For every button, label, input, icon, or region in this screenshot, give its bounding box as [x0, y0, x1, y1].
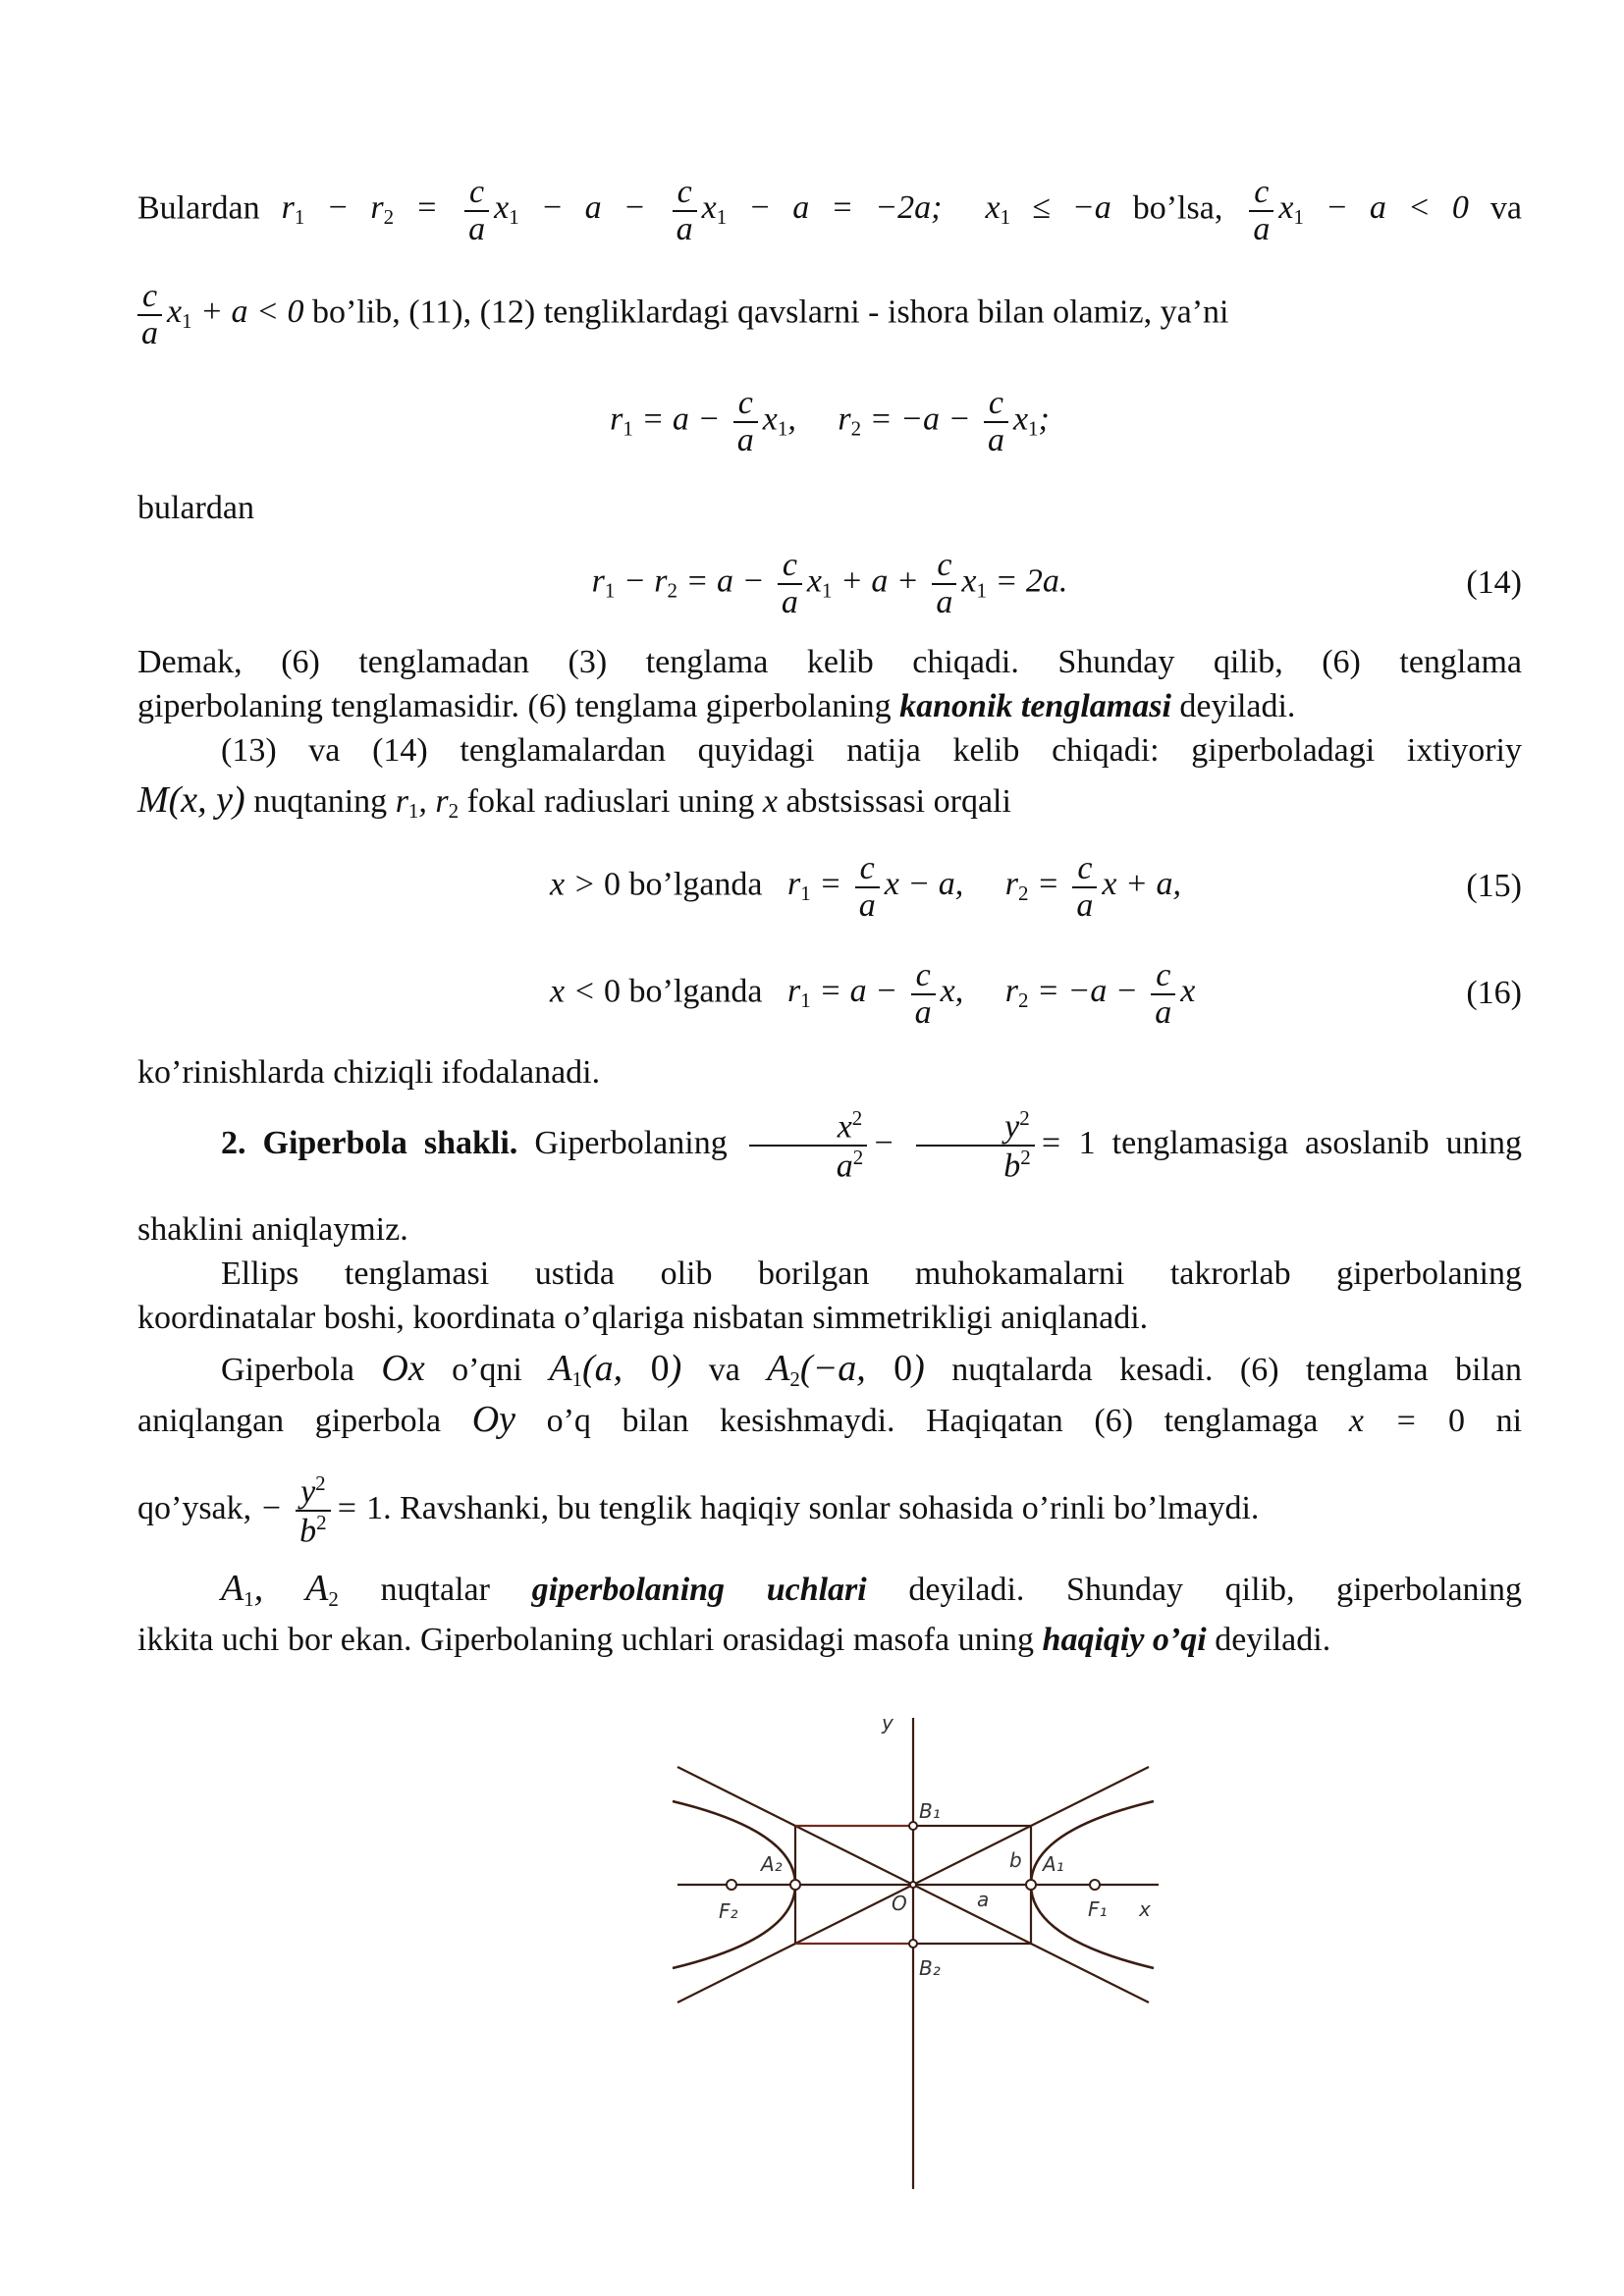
text-ni: ni: [1495, 1403, 1523, 1439]
paragraph-1-line-1: Demak, (6) tenglamadan (3) tenglama kelib chiqadi. Shunday qilib, (6) tenglama: [137, 644, 1522, 680]
focus-f1-point: [1090, 1880, 1100, 1890]
text-bulardan: Bulardan: [137, 189, 260, 227]
text-bolsa: bo’lsa,: [1132, 189, 1223, 227]
text-p1-a: giperbolaning tenglamasidir. (6) tenglama giperbolaning: [137, 688, 892, 724]
formula-ox: Ox: [381, 1348, 425, 1389]
label-x: x: [1139, 1897, 1151, 1921]
formula-r1-r2: $r_1 = a$ − $\frac{c}{a}$ $x_1$, $r_2 = -a$ − $\frac{c}{a}$ $x_1$;: [610, 385, 1050, 458]
text-p6-d: ikkita uchi bor ekan. Giperbolaning uchlari orasidagi masofa uning: [137, 1622, 1035, 1658]
hyperbola-figure: [658, 1698, 1188, 2209]
paragraph-5-line-1: [137, 1347, 1522, 1402]
text-va: va: [1489, 189, 1522, 227]
formula-a1: $A_1(a$, 0): [549, 1348, 682, 1391]
section-heading-line: [137, 1107, 1522, 1184]
text-oqni: o’qni: [452, 1352, 522, 1388]
text-nuqtaning: nuqtaning: [253, 783, 388, 820]
label-a2: A₂: [761, 1852, 783, 1876]
label-o: O: [892, 1892, 907, 1915]
paragraph-6-line-1: [137, 1567, 1522, 1622]
paragraph-3: ko’rinishlarda chiziqli ifodalanadi.: [137, 1054, 601, 1091]
point-b2: [909, 1940, 917, 1948]
text-giperbolaning-uchlari: giperbolaning uchlari: [531, 1572, 867, 1608]
label-a: a: [977, 1888, 990, 1911]
formula-neg-y2-b2: − $\frac{y^2}{b^2}$ = 1: [259, 1471, 384, 1550]
paragraph-1-line-2: [137, 684, 1522, 728]
text-giperbola: Giperbola: [221, 1352, 354, 1388]
text-p6-c: deyiladi. Shunday qilib, giperbolaning: [908, 1572, 1522, 1608]
text-abstsissasi: abstsissasi orqali: [785, 783, 1011, 820]
equation-number-14: (14): [1466, 564, 1522, 601]
text-bolganda-1: bo’lganda: [628, 866, 763, 903]
formula-condition-1: $\frac{c}{a}$ $x_1 - a < 0$: [1244, 189, 1469, 226]
paragraph-4-line-1: Ellips tenglamasi ustida olib borilgan muhokamalarni takrorlab giperbolaning: [221, 1255, 1522, 1292]
label-b2: B₂: [919, 1956, 941, 1980]
formula-r1-minus-r2: $r_1 - r_2$ = $\frac{c}{a}$ $x_1 - a$ − $\frac{c}{a}$ $x_1 - a = -2a$; $x_1 \le -a$: [281, 174, 1111, 247]
formula-eq-16: x < 0 bo’lganda $r_1 = a$ − $\frac{c}{a}$ x, $r_2 = -a$ − $\frac{c}{a}$ x: [550, 957, 1196, 1031]
text-va-2: va: [708, 1352, 740, 1388]
label-f1: F₁: [1088, 1897, 1108, 1921]
paragraph-5-line-2: [137, 1398, 1522, 1443]
text-kesishmaydi: o’q bilan kesishmaydi. Haqiqatan (6) tenglamaga: [546, 1403, 1319, 1439]
text-haqiqiy-oqi: haqiqiy o’qi: [1042, 1622, 1207, 1658]
text-section-tail: tenglamasiga asoslanib uning: [1111, 1124, 1523, 1161]
section-line-2: shaklini aniqlaymiz.: [137, 1211, 408, 1248]
formula-condition-2: $\frac{c}{a}$ $x_1 + a < 0$: [137, 294, 303, 330]
label-y: y: [882, 1711, 893, 1735]
vertex-a1-point: [1026, 1880, 1036, 1890]
text-ravshanki: . Ravshanki, bu tenglik haqiqiy sonlar sohasida o’rinli bo’lmaydi.: [383, 1489, 1260, 1526]
text-nuqtalar: nuqtalar: [380, 1572, 490, 1608]
text-bolganda-2: bo’lganda: [628, 973, 763, 1010]
paragraph-4-line-2: koordinatalar boshi, koordinata o’qlariga nisbatan simmetrikligi aniqlanadi.: [137, 1300, 1149, 1336]
label-b: b: [1009, 1848, 1022, 1872]
formula-x-inline: x: [762, 783, 778, 820]
equation-number-15: (15): [1466, 868, 1522, 904]
label-b1: B₁: [919, 1799, 941, 1823]
formula-a1-a2: $A_1$, $A_2$: [221, 1568, 339, 1611]
formula-a2: $A_2(-a$, 0): [767, 1348, 925, 1391]
text-p6-f: deyiladi.: [1215, 1622, 1331, 1658]
formula-eq-15: x > 0 bo’lganda $r_1$ = $\frac{c}{a}$ x − a, $r_2$ = $\frac{c}{a}$ x + a,: [550, 850, 1181, 924]
label-f2: F₂: [719, 1899, 738, 1923]
paragraph-2-line-2: [137, 778, 1522, 833]
formula-x-eq-0: x = 0: [1348, 1403, 1466, 1439]
text-qoysak: qo’ysak,: [137, 1489, 252, 1526]
text-p1-b: deyiladi.: [1179, 688, 1296, 724]
text-giperbolaning: Giperbolaning: [534, 1124, 728, 1161]
formula-oy: Oy: [471, 1399, 516, 1440]
text-fokal: fokal radiuslari uning: [466, 783, 755, 820]
text-line-1: [137, 175, 1522, 246]
formula-eq-14: $r_1 - r_2 = a$ − $\frac{c}{a}$ $x_1 + a$ + $\frac{c}{a}$ $x_1 = 2a$.: [591, 547, 1068, 620]
formula-point-m: M(x, y): [137, 779, 245, 821]
text-line-2: [137, 279, 1522, 350]
paragraph-6-line-2: [137, 1618, 1522, 1662]
section-heading: 2. Giperbola shakli.: [221, 1124, 518, 1161]
paragraph-2-line-1: (13) va (14) tenglamalardan quyidagi natija kelib chiqadi: giperboladagi ixtiyoriy: [221, 732, 1522, 769]
equation-number-16: (16): [1466, 975, 1522, 1011]
text-kesadi: nuqtalarda kesadi. (6) tenglama bilan: [951, 1352, 1522, 1388]
formula-canonical: $\frac{x^2}{a^2}$ − $\frac{y^2}{b^2}$ = 1: [744, 1125, 1096, 1161]
vertex-a2-point: [790, 1880, 800, 1890]
paragraph-5-line-3: [137, 1472, 1522, 1549]
text-kanonik-tenglamasi: kanonik tenglamasi: [899, 688, 1171, 724]
focus-f2-point: [727, 1880, 736, 1890]
text-bulardan-2: bulardan: [137, 490, 254, 526]
label-a1: A₁: [1043, 1852, 1064, 1876]
origin-point: [910, 1882, 916, 1888]
point-b1: [909, 1822, 917, 1830]
text-aniqlangan: aniqlangan giperbola: [137, 1403, 442, 1439]
text-line-2-tail: bo’lib, (11), (12) tengliklardagi qavslarni - ishora bilan olamiz, ya’ni: [311, 294, 1229, 331]
formula-r1-r2-inline: $r_1$, $r_2$: [395, 783, 460, 823]
